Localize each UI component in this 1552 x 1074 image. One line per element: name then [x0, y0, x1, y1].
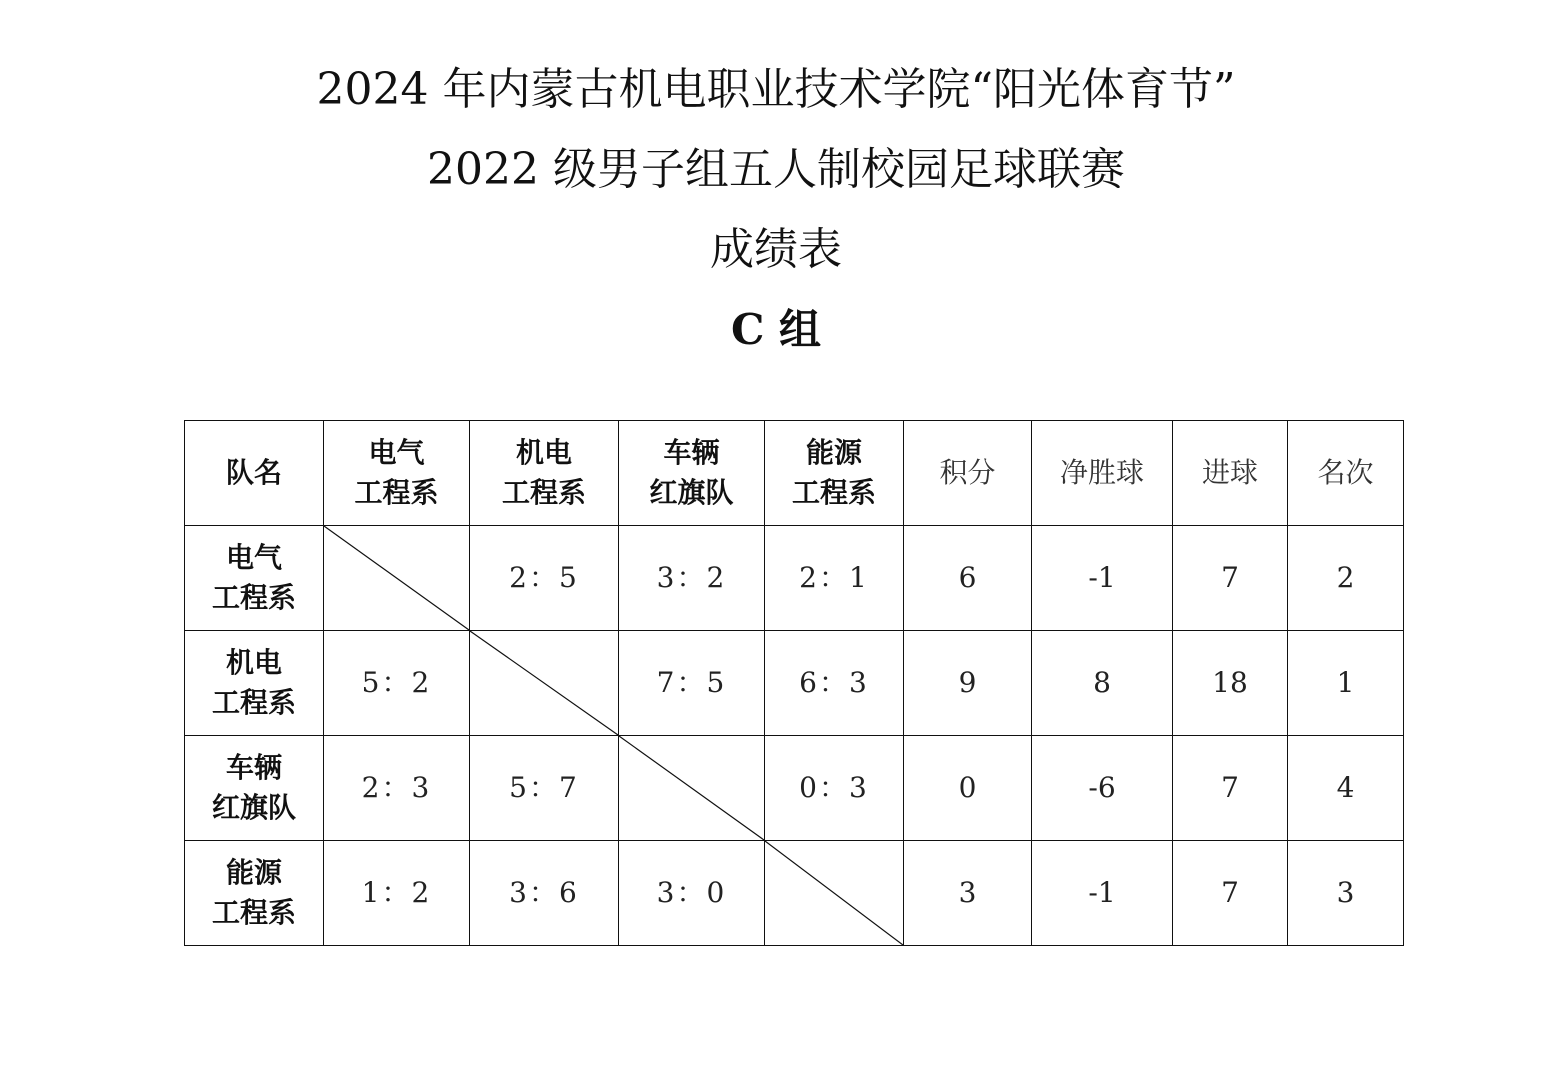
col-header-team-1: 电气 工程系: [324, 421, 470, 526]
score-cell: 7：5: [619, 631, 765, 736]
title-line-2: 2022 级男子组五人制校园足球联赛: [427, 144, 1125, 195]
row-header-team-1: 电气 工程系: [185, 526, 324, 631]
goal-diff-cell: -6: [1032, 736, 1173, 841]
table-row: [185, 736, 1404, 841]
score-cell: 5：2: [324, 631, 470, 736]
score-cell: 3：6: [470, 841, 619, 946]
rank-cell: 2: [1288, 526, 1404, 631]
corner-header: 队名: [185, 421, 324, 526]
row-header-team-2: 机电 工程系: [185, 631, 324, 736]
col-header-team-3: 车辆 红旗队: [619, 421, 765, 526]
rank-cell: 3: [1288, 841, 1404, 946]
score-cell: 2：3: [324, 736, 470, 841]
goal-diff-cell: -1: [1032, 526, 1173, 631]
results-table: [184, 420, 1404, 946]
diagonal-cell: [470, 631, 619, 736]
score-cell: 1：2: [324, 841, 470, 946]
diagonal-cell: [324, 526, 470, 631]
diagonal-line: [324, 526, 469, 630]
goals-cell: 7: [1173, 841, 1288, 946]
score-cell: 2：5: [470, 526, 619, 631]
rank-cell: 4: [1288, 736, 1404, 841]
col-header-team-2: 机电 工程系: [470, 421, 619, 526]
score-cell: 2：1: [765, 526, 904, 631]
points-cell: 9: [904, 631, 1032, 736]
table-row: [185, 841, 1404, 946]
diagonal-line: [619, 736, 764, 840]
score-cell: 3：0: [619, 841, 765, 946]
title-line-1: 2024 年内蒙古机电职业技术学院“阳光体育节”: [316, 64, 1236, 115]
table-row: [185, 631, 1404, 736]
points-cell: 6: [904, 526, 1032, 631]
goals-cell: 7: [1173, 736, 1288, 841]
col-header-goals: 进球: [1173, 421, 1288, 526]
diagonal-line: [470, 631, 618, 735]
col-header-points: 积分: [904, 421, 1032, 526]
col-header-team-4: 能源 工程系: [765, 421, 904, 526]
score-cell: 6：3: [765, 631, 904, 736]
diagonal-line: [765, 841, 903, 945]
row-header-team-4: 能源 工程系: [185, 841, 324, 946]
goals-cell: 18: [1173, 631, 1288, 736]
goal-diff-cell: 8: [1032, 631, 1173, 736]
goals-cell: 7: [1173, 526, 1288, 631]
rank-cell: 1: [1288, 631, 1404, 736]
title-line-3: 成绩表: [710, 224, 842, 275]
points-cell: 0: [904, 736, 1032, 841]
col-header-goal-diff: 净胜球: [1032, 421, 1173, 526]
group-title: C 组: [730, 305, 822, 354]
diagonal-cell: [619, 736, 765, 841]
points-cell: 3: [904, 841, 1032, 946]
col-header-rank: 名次: [1288, 421, 1404, 526]
score-cell: 5：7: [470, 736, 619, 841]
score-cell: 0：3: [765, 736, 904, 841]
score-cell: 3：2: [619, 526, 765, 631]
header-row: [185, 421, 1404, 526]
table-row: [185, 526, 1404, 631]
row-header-team-3: 车辆 红旗队: [185, 736, 324, 841]
goal-diff-cell: -1: [1032, 841, 1173, 946]
diagonal-cell: [765, 841, 904, 946]
